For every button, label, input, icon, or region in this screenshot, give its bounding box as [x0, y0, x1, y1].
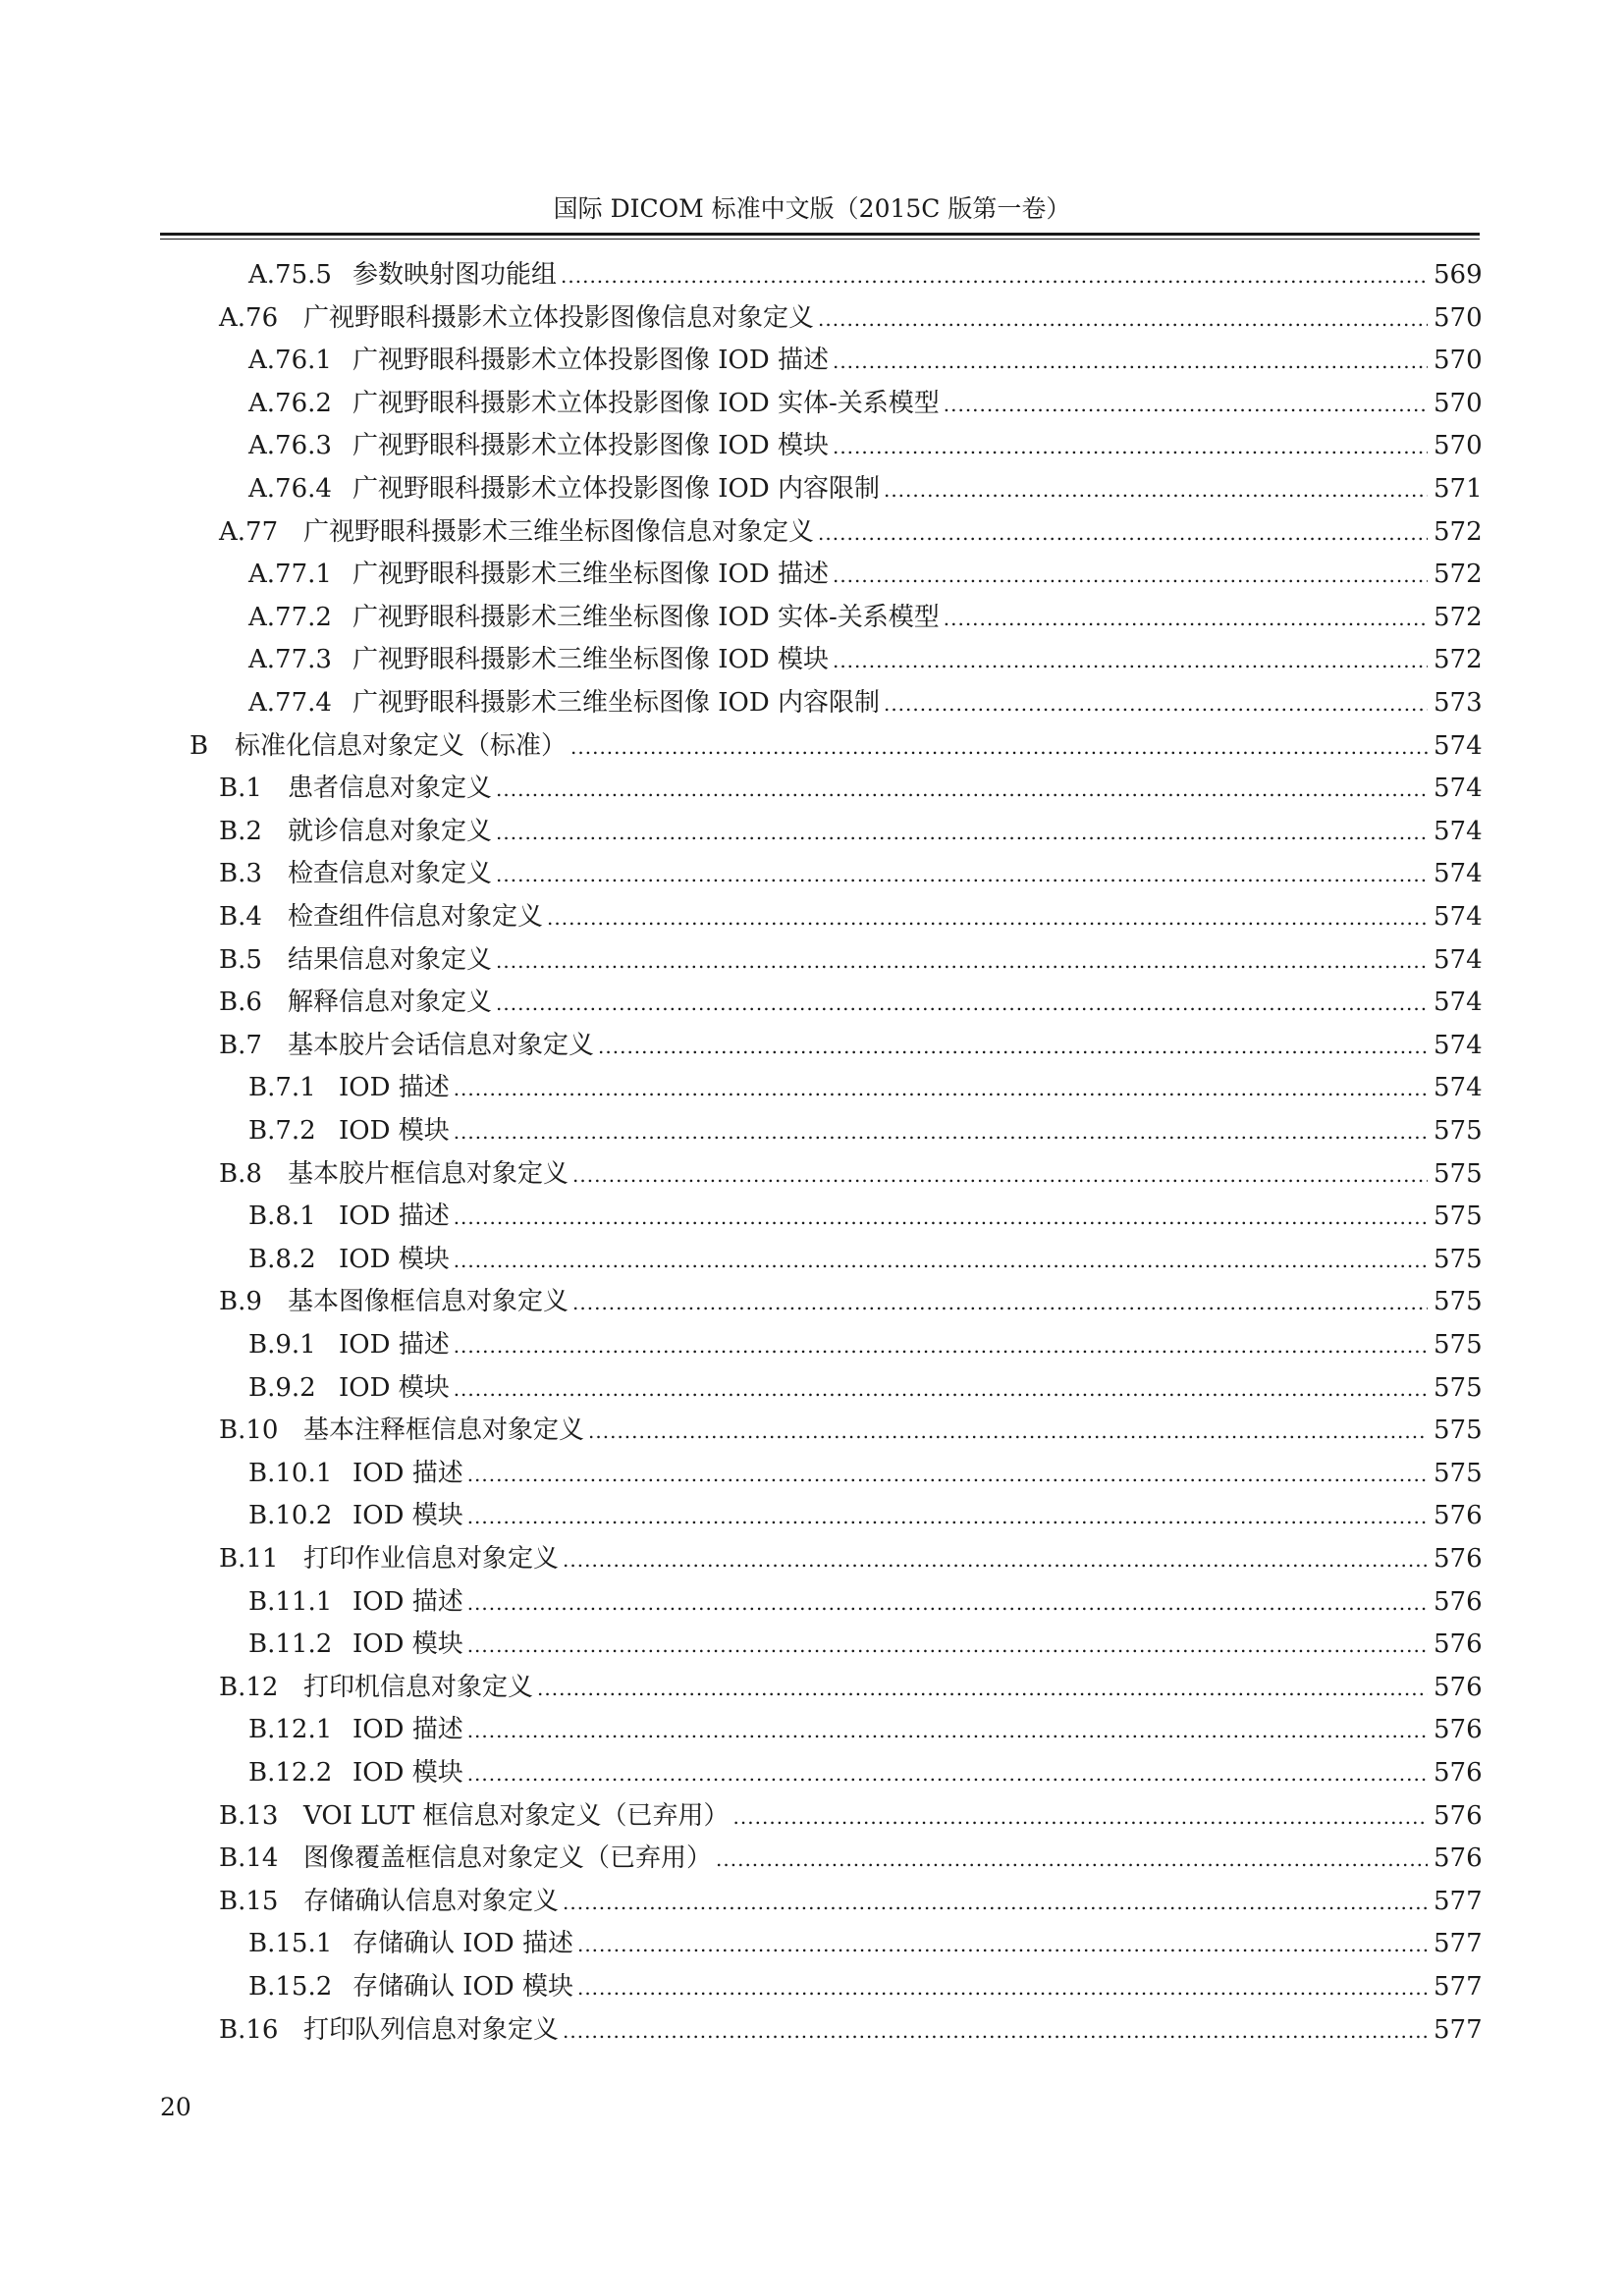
- toc-entry-number: B.8: [219, 1159, 262, 1189]
- toc-entry-number: A.77.4: [248, 688, 332, 718]
- toc-entry-page: 576: [1434, 1587, 1483, 1617]
- toc-entry-number: A.77.2: [248, 603, 332, 632]
- toc-entry-number: A.76.1: [248, 346, 332, 375]
- toc-entry[interactable]: [248, 1066, 1483, 1109]
- toc-dot-leader: [818, 511, 1428, 555]
- toc-dot-leader: [563, 1881, 1428, 1924]
- toc-entry-title: 解释信息对象定义: [288, 988, 493, 1017]
- toc-entry-number: B.4: [219, 902, 262, 932]
- toc-entry-title: 基本胶片框信息对象定义: [288, 1159, 569, 1189]
- toc-entry[interactable]: [219, 895, 1483, 938]
- toc-entry-page: 574: [1434, 817, 1483, 846]
- toc-entry-number: B.15: [219, 1887, 279, 1916]
- toc-entry-number: B.3: [219, 859, 262, 888]
- toc-entry-title: 参数映射图功能组: [352, 260, 558, 290]
- toc-entry-number: B.10.1: [248, 1459, 333, 1488]
- toc-entry-title: 基本注释框信息对象定义: [303, 1415, 585, 1445]
- toc-entry-title: 广视野眼科摄影术立体投影图像 IOD 描述: [352, 346, 829, 375]
- toc-entry[interactable]: [219, 296, 1483, 340]
- toc-entry-number: A.77.3: [248, 645, 332, 674]
- toc-entry-number: A.76.4: [248, 474, 332, 504]
- toc-entry-title: 就诊信息对象定义: [288, 817, 493, 846]
- toc-entry[interactable]: [248, 1494, 1483, 1537]
- toc-entry-number: B.15.1: [248, 1929, 333, 1958]
- toc-entry[interactable]: [219, 1280, 1483, 1323]
- toc-entry[interactable]: [219, 767, 1483, 810]
- toc-entry-number: B.11.2: [248, 1629, 333, 1659]
- toc-entry-title: 广视野眼科摄影术三维坐标图像 IOD 内容限制: [352, 688, 880, 718]
- toc-entry-number: B.16: [219, 2015, 279, 2045]
- toc-dot-leader: [572, 1153, 1428, 1197]
- toc-entry-page: 574: [1434, 988, 1483, 1017]
- toc-entry-title: VOI LUT 框信息对象定义（已弃用）: [303, 1801, 730, 1831]
- toc-entry-number: B.9.2: [248, 1373, 316, 1403]
- toc-entry-title: 广视野眼科摄影术三维坐标图像 IOD 模块: [352, 645, 829, 674]
- toc-dot-leader: [561, 254, 1428, 297]
- toc-entry-number: B.12.1: [248, 1715, 333, 1744]
- toc-entry-title: IOD 模块: [339, 1116, 450, 1146]
- toc-entry-number: B: [189, 731, 209, 761]
- toc-entry-title: 广视野眼科摄影术三维坐标图像 IOD 描述: [352, 560, 829, 589]
- toc-entry-number: B.1: [219, 774, 262, 803]
- toc-entry-number: B.7: [219, 1031, 262, 1060]
- toc-entry[interactable]: [219, 510, 1483, 554]
- toc-dot-leader: [577, 1966, 1428, 2009]
- toc-entry[interactable]: [248, 1708, 1483, 1751]
- toc-entry-title: 存储确认信息对象定义: [303, 1887, 560, 1916]
- toc-entry-title: 打印作业信息对象定义: [303, 1544, 560, 1574]
- toc-entry-page: 575: [1434, 1287, 1483, 1316]
- toc-entry-page: 571: [1434, 474, 1483, 504]
- toc-dot-leader: [944, 383, 1428, 426]
- toc-entry-title: 结果信息对象定义: [288, 945, 493, 975]
- toc-entry-title: 广视野眼科摄影术立体投影图像 IOD 实体-关系模型: [352, 389, 940, 418]
- toc-entry-page: 570: [1434, 303, 1483, 333]
- toc-entry[interactable]: [219, 810, 1483, 853]
- toc-entry-number: B.8.2: [248, 1245, 316, 1274]
- toc-entry-title: 存储确认 IOD 描述: [352, 1929, 573, 1958]
- toc-entry-title: IOD 描述: [339, 1201, 450, 1231]
- toc-entry-number: B.7.2: [248, 1116, 316, 1146]
- toc-entry-number: B.10: [219, 1415, 279, 1445]
- toc-entry-page: 575: [1434, 1201, 1483, 1231]
- toc-entry-number: B.11: [219, 1544, 279, 1574]
- toc-entry[interactable]: [219, 1537, 1483, 1580]
- toc-entry[interactable]: [219, 981, 1483, 1024]
- toc-dot-leader: [467, 1581, 1428, 1625]
- toc-entry[interactable]: [248, 424, 1483, 467]
- toc-entry-page: 574: [1434, 1031, 1483, 1060]
- toc-dot-leader: [467, 1752, 1428, 1795]
- toc-dot-leader: [884, 468, 1428, 511]
- toc-dot-leader: [454, 1067, 1428, 1110]
- toc-entry-number: B.10.2: [248, 1501, 333, 1530]
- header-rule-thick: [160, 233, 1480, 236]
- toc-entry[interactable]: [248, 1922, 1483, 1965]
- toc-dot-leader: [454, 1324, 1428, 1367]
- toc-entry[interactable]: [248, 1366, 1483, 1410]
- toc-entry[interactable]: [248, 1965, 1483, 2008]
- toc-entry-title: 广视野眼科摄影术立体投影图像信息对象定义: [303, 303, 815, 333]
- toc-entry[interactable]: [248, 1751, 1483, 1794]
- toc-entry[interactable]: [219, 1152, 1483, 1196]
- toc-entry[interactable]: [248, 1623, 1483, 1666]
- toc-dot-leader: [563, 2009, 1428, 2053]
- toc-dot-leader: [496, 853, 1428, 896]
- toc-entry-title: IOD 描述: [352, 1715, 463, 1744]
- toc-entry[interactable]: [248, 1238, 1483, 1281]
- toc-entry-page: 569: [1434, 260, 1483, 290]
- toc-entry-title: IOD 模块: [352, 1501, 463, 1530]
- toc-entry-number: B.12: [219, 1673, 279, 1702]
- toc-entry-page: 577: [1434, 1972, 1483, 2002]
- toc-entry-page: 577: [1434, 2015, 1483, 2045]
- toc-dot-leader: [467, 1624, 1428, 1667]
- toc-entry-number: B.2: [219, 817, 262, 846]
- toc-entry-page: 572: [1434, 517, 1483, 547]
- toc-entry-page: 575: [1434, 1415, 1483, 1445]
- toc-entry-page: 575: [1434, 1373, 1483, 1403]
- toc-entry-page: 574: [1434, 774, 1483, 803]
- toc-entry[interactable]: [248, 339, 1483, 382]
- toc-dot-leader: [570, 725, 1428, 769]
- toc-dot-leader: [884, 682, 1428, 725]
- toc-entry[interactable]: [219, 938, 1483, 982]
- toc-dot-leader: [563, 1538, 1428, 1581]
- toc-entry-page: 575: [1434, 1159, 1483, 1189]
- toc-entry-title: 广视野眼科摄影术三维坐标图像 IOD 实体-关系模型: [352, 603, 940, 632]
- toc-dot-leader: [572, 1281, 1428, 1324]
- toc-dot-leader: [496, 811, 1428, 854]
- toc-entry-number: A.76.2: [248, 389, 332, 418]
- toc-entry-page: 574: [1434, 945, 1483, 975]
- toc-dot-leader: [716, 1838, 1428, 1881]
- toc-entry-page: 575: [1434, 1459, 1483, 1488]
- toc-dot-leader: [537, 1667, 1428, 1710]
- toc-entry[interactable]: [219, 1837, 1483, 1880]
- toc-entry-page: 576: [1434, 1629, 1483, 1659]
- toc-entry-page: 575: [1434, 1116, 1483, 1146]
- toc-dot-leader: [454, 1239, 1428, 1282]
- toc-dot-leader: [818, 297, 1428, 341]
- toc-entry[interactable]: [219, 1880, 1483, 1923]
- toc-entry-title: IOD 描述: [339, 1073, 450, 1102]
- toc-entry-title: IOD 描述: [339, 1330, 450, 1360]
- toc-entry[interactable]: [248, 253, 1483, 296]
- toc-entry-page: 574: [1434, 731, 1483, 761]
- toc-entry-title: 患者信息对象定义: [288, 774, 493, 803]
- toc-entry[interactable]: [219, 1666, 1483, 1709]
- toc-entry-number: A.75.5: [248, 260, 332, 290]
- toc-entry[interactable]: [219, 2008, 1483, 2052]
- toc-dot-leader: [833, 639, 1428, 682]
- toc-entry-page: 576: [1434, 1758, 1483, 1788]
- toc-entry-number: A.76: [219, 303, 279, 333]
- toc-entry[interactable]: [248, 1323, 1483, 1366]
- toc-entry-title: IOD 模块: [339, 1373, 450, 1403]
- toc-entry[interactable]: [219, 1409, 1483, 1452]
- toc-entry-number: B.15.2: [248, 1972, 333, 2002]
- toc-entry-page: 572: [1434, 603, 1483, 632]
- toc-entry-title: IOD 描述: [352, 1587, 463, 1617]
- toc-entry-title: 标准化信息对象定义（标准）: [235, 731, 568, 761]
- toc-entry-page: 570: [1434, 389, 1483, 418]
- toc-entry-number: B.9: [219, 1287, 262, 1316]
- toc-entry-number: B.13: [219, 1801, 279, 1831]
- toc-entry-title: 检查信息对象定义: [288, 859, 493, 888]
- toc-dot-leader: [833, 340, 1428, 383]
- toc-dot-leader: [467, 1495, 1428, 1538]
- toc-dot-leader: [496, 939, 1428, 983]
- toc-entry-page: 572: [1434, 645, 1483, 674]
- toc-dot-leader: [454, 1196, 1428, 1239]
- toc-dot-leader: [454, 1110, 1428, 1153]
- toc-entry-number: B.8.1: [248, 1201, 316, 1231]
- toc-entry-page: 576: [1434, 1673, 1483, 1702]
- toc-dot-leader: [496, 982, 1428, 1025]
- toc-entry[interactable]: [248, 596, 1483, 639]
- toc-entry-page: 573: [1434, 688, 1483, 718]
- toc-entry-title: 广视野眼科摄影术三维坐标图像信息对象定义: [303, 517, 815, 547]
- toc-dot-leader: [547, 896, 1428, 939]
- toc-entry-page: 576: [1434, 1544, 1483, 1574]
- toc-entry-page: 570: [1434, 431, 1483, 460]
- toc-entry-title: IOD 模块: [352, 1758, 463, 1788]
- toc-dot-leader: [733, 1795, 1428, 1839]
- toc-entry-number: B.12.2: [248, 1758, 333, 1788]
- toc-entry-title: 打印队列信息对象定义: [303, 2015, 560, 2045]
- toc-entry-number: B.7.1: [248, 1073, 316, 1102]
- toc-entry-number: B.9.1: [248, 1330, 316, 1360]
- toc-entry-page: 577: [1434, 1929, 1483, 1958]
- toc-entry-title: 检查组件信息对象定义: [288, 902, 544, 932]
- toc-entry-title: 基本图像框信息对象定义: [288, 1287, 569, 1316]
- toc-entry[interactable]: [219, 852, 1483, 895]
- toc-dot-leader: [467, 1709, 1428, 1752]
- toc-entry[interactable]: [189, 724, 1483, 768]
- toc-entry[interactable]: [248, 1452, 1483, 1495]
- toc-entry-title: 存储确认 IOD 模块: [352, 1972, 573, 2002]
- toc-entry-title: IOD 模块: [339, 1245, 450, 1274]
- toc-entry-number: A.77: [219, 517, 279, 547]
- toc-entry[interactable]: [248, 467, 1483, 510]
- toc-entry-number: A.76.3: [248, 431, 332, 460]
- toc-entry-page: 576: [1434, 1843, 1483, 1873]
- toc-dot-leader: [588, 1410, 1428, 1453]
- toc-entry-title: IOD 模块: [352, 1629, 463, 1659]
- header-rule-thin: [160, 239, 1480, 240]
- toc-entry-page: 574: [1434, 859, 1483, 888]
- toc-entry[interactable]: [248, 638, 1483, 681]
- toc-entry[interactable]: [248, 553, 1483, 596]
- toc-entry-page: 574: [1434, 902, 1483, 932]
- toc-entry[interactable]: [248, 382, 1483, 425]
- toc-dot-leader: [598, 1025, 1428, 1068]
- toc-dot-leader: [496, 768, 1428, 811]
- toc-entry-page: 572: [1434, 560, 1483, 589]
- toc-entry-page: 576: [1434, 1715, 1483, 1744]
- toc-entry-number: B.5: [219, 945, 262, 975]
- toc-entry-page: 575: [1434, 1330, 1483, 1360]
- toc-entry-page: 577: [1434, 1887, 1483, 1916]
- toc-dot-leader: [467, 1453, 1428, 1496]
- toc-entry-page: 574: [1434, 1073, 1483, 1102]
- toc-entry-number: B.6: [219, 988, 262, 1017]
- toc-dot-leader: [577, 1923, 1428, 1966]
- toc-entry-page: 576: [1434, 1801, 1483, 1831]
- toc-entry[interactable]: [219, 1794, 1483, 1838]
- toc-entry-number: A.77.1: [248, 560, 332, 589]
- toc-entry[interactable]: [219, 1024, 1483, 1067]
- toc-dot-leader: [833, 554, 1428, 597]
- toc-dot-leader: [944, 597, 1428, 640]
- toc-entry[interactable]: [248, 1109, 1483, 1152]
- toc-entry-number: B.11.1: [248, 1587, 333, 1617]
- toc-entry-number: B.14: [219, 1843, 279, 1873]
- toc-entry-title: 广视野眼科摄影术立体投影图像 IOD 模块: [352, 431, 829, 460]
- page-number: 20: [160, 2093, 191, 2121]
- toc-entry-page: 576: [1434, 1501, 1483, 1530]
- toc-entry[interactable]: [248, 1580, 1483, 1624]
- toc-entry-title: 广视野眼科摄影术立体投影图像 IOD 内容限制: [352, 474, 880, 504]
- running-header: 国际 DICOM 标准中文版（2015C 版第一卷）: [553, 194, 1071, 223]
- toc-entry-page: 570: [1434, 346, 1483, 375]
- toc-dot-leader: [454, 1367, 1428, 1411]
- toc-entry-title: 打印机信息对象定义: [303, 1673, 534, 1702]
- toc-entry[interactable]: [248, 681, 1483, 724]
- toc-entry-title: IOD 描述: [352, 1459, 463, 1488]
- toc-entry-page: 575: [1434, 1245, 1483, 1274]
- toc-entry[interactable]: [248, 1195, 1483, 1238]
- toc-entry-title: 图像覆盖框信息对象定义（已弃用）: [303, 1843, 713, 1873]
- toc-entry-title: 基本胶片会话信息对象定义: [288, 1031, 595, 1060]
- toc-dot-leader: [833, 425, 1428, 468]
